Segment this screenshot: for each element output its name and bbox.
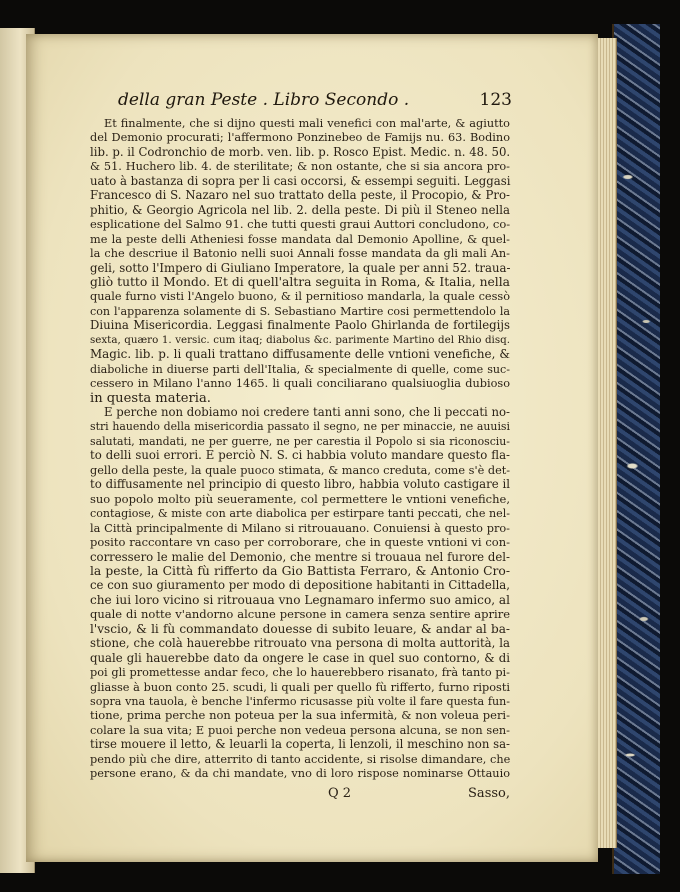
text-line: esplicatione del Salmo 91. che tutti questi graui Auttori concludono, co- xyxy=(90,217,511,232)
text-line: contagiose, & miste con arte diabolica per estirpare tanti peccati, che nel- xyxy=(90,507,510,521)
text-line: to delli suoi errori. E perciò N. S. ci habbia voluto mandare questo fla- xyxy=(90,448,510,463)
text-line: gello della peste, la quale puoco stimata, & manco creduta, come s'è det- xyxy=(90,463,511,477)
page-number: 123 xyxy=(479,90,512,110)
text-line: & 51. Huchero lib. 4. de sterilitate; & non ostante, che si sia ancora pro- xyxy=(90,160,510,174)
text-line: la che descriue il Batonio nelli suoi Annali fosse mandata da gli mali An- xyxy=(90,247,510,261)
text-line: colare la sua vita; E puoi perche non vedeua persona alcuna, se non sen- xyxy=(90,723,510,737)
text-line: lib. p. il Codronchio de morb. ven. lib. p. Rosco Epist. Medic. n. 48. 50. xyxy=(90,144,511,159)
text-line: ce con suo giuramento per modo di depositione habitanti in Cittadella, xyxy=(90,578,510,593)
text-line: posito raccontare vn caso per corroborare, che in queste vntioni vi con- xyxy=(90,535,510,550)
catchword: Sasso, xyxy=(468,786,510,801)
text-line: gliò tutto il Mondo. Et di quell'altra seguita in Roma, & Italia, nella xyxy=(90,274,510,289)
running-title: della gran Peste . Libro Secondo . xyxy=(118,90,410,110)
text-line: che iui loro vicino si ritrouaua vno Legnamaro infermo suo amico, al xyxy=(90,592,510,607)
text-line: poi gli promettesse andar feco, che lo hauerebbero risanato, frà tanto pi- xyxy=(90,666,510,680)
marbled-cover-edge xyxy=(612,24,660,874)
text-line: quale di notte v'andorno alcune persone in camera senza sentire aprire xyxy=(90,607,510,622)
text-line: salutati, mandati, ne per guerre, ne per carestia il Popolo si sia riconosciu- xyxy=(90,434,510,448)
text-line: to diffusamente nel principio di questo libro, habbia voluto castigare il xyxy=(90,477,510,492)
text-line: in questa materia. xyxy=(90,390,211,406)
text-line: tione, prima perche non poteua per la sua infermità, & non voleua peri- xyxy=(90,708,510,723)
page-footer xyxy=(90,786,510,804)
text-line: sopra vna tauola, è benche l'infermo ricusasse più volte il fare questa fun- xyxy=(90,695,510,708)
text-line: con l'apparenza solamente di S. Sebastiano Martire cosi permettendolo la xyxy=(90,304,510,318)
text-line: la peste, la Città fù rifferto da Gio Battista Ferraro, & Antonio Cro- xyxy=(90,563,510,578)
text-line: E perche non dobiamo noi credere tanti anni sono, che li peccati no- xyxy=(104,405,510,419)
text-line: Et finalmente, che si dijno questi mali venefici con mal'arte, & agiutto xyxy=(104,117,510,130)
text-line: quale furno visti l'Angelo buono, & il pernitioso mandarla, la quale cessò xyxy=(90,290,510,304)
text-line: tirse mouere il letto, & leuarli la coperta, li lenzoli, il meschino non sa- xyxy=(90,737,510,752)
text-line: geli, sotto l'Impero di Giuliano Imperatore, la quale per anni 52. traua- xyxy=(90,260,511,275)
running-header xyxy=(118,90,512,114)
signature-mark: Q 2 xyxy=(328,786,352,801)
text-line: me la peste delli Atheniesi fosse mandata dal Demonio Apolline, & quel- xyxy=(90,232,510,246)
text-line: diaboliche in diuerse parti dell'Italia, & specialmente di quelle, come suc- xyxy=(90,362,510,376)
text-line: uato à bastanza di sopra per li casi occorsi, & essempi seguiti. Leggasi xyxy=(90,173,511,188)
text-line: la Città principalmente di Milano si ritrouauano. Conuiensi à questo pro- xyxy=(90,521,510,535)
text-line: phitio, & Georgio Agricola nel lib. 2. della peste. Di più il Steneo nella xyxy=(90,202,510,217)
text-line: gliasse à buon conto 25. scudi, li quali per quello fù rifferto, furno riposti xyxy=(90,680,510,694)
page-text-block xyxy=(90,0,510,892)
text-line: persone erano, & da chi mandate, vno di loro rispose nominarse Ottauio xyxy=(90,767,510,781)
text-line: suo popolo molto più seueramente, col permettere le vntioni venefiche, xyxy=(90,491,510,506)
text-line: pendo più che dire, atterrito di tanto accidente, si risolse dimandare, che xyxy=(90,752,511,766)
text-line: l'vscio, & li fù commandato douesse di subito leuare, & andar al ba- xyxy=(90,621,510,636)
text-line: corressero le malie del Demonio, che mentre si trouaua nel furore del- xyxy=(90,549,510,564)
text-line: sexta, quæro 1. versic. cum itaq; diabolus &c. parimente Martino del Rhio disq. xyxy=(90,333,510,346)
text-line: cessero in Milano l'anno 1465. li quali conciliarano qualsiuoglia dubioso xyxy=(90,377,510,391)
text-line: Francesco di S. Nazaro nel suo trattato della peste, il Procopio, & Pro- xyxy=(90,188,510,203)
text-line: stri hauendo della misericordia passato il segno, ne per minaccie, ne auuisi xyxy=(90,420,510,434)
text-line: stione, che colà hauerebbe ritrouato vna persona di molta auttorità, la xyxy=(90,636,510,651)
text-line: Magic. lib. p. li quali trattano diffusamente delle vntioni venefiche, & xyxy=(90,347,510,362)
text-line: Diuina Misericordia. Leggasi finalmente Paolo Ghirlanda de fortilegijs xyxy=(90,318,510,333)
text-line: del Demonio procurati; l'affermono Ponzinebeo de Famijs nu. 63. Bodino xyxy=(90,131,510,145)
text-line: quale gli hauerebbe dato da ongere le case in quel suo contorno, & di xyxy=(90,650,510,665)
